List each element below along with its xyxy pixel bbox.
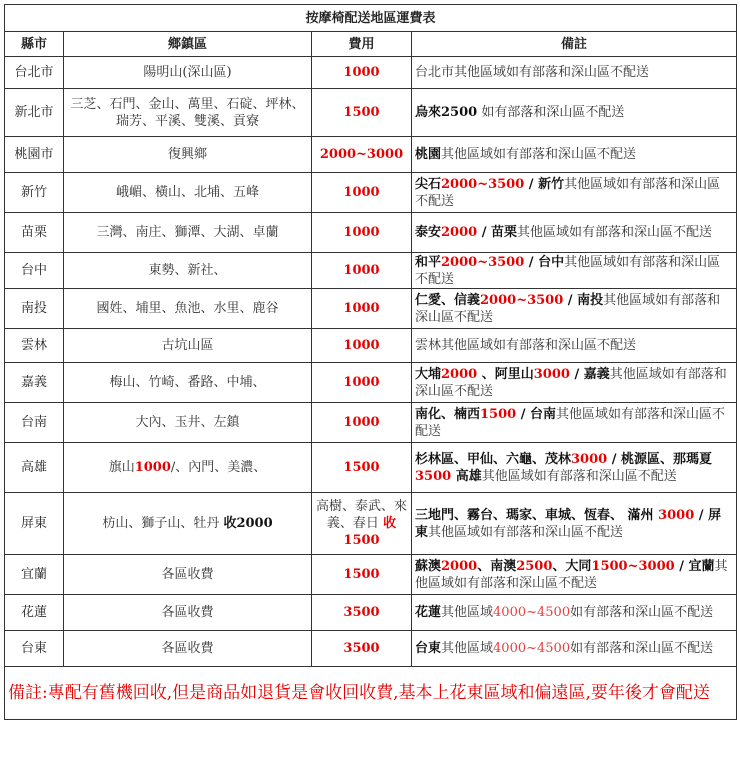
header-note: 備註 xyxy=(412,32,737,57)
text-segment: 如有部落和深山區不配送 xyxy=(570,605,714,620)
text-segment: 阿里山 xyxy=(494,366,534,382)
note-cell xyxy=(412,253,737,289)
table-row xyxy=(5,57,737,89)
text-segment: / xyxy=(563,292,578,308)
text-segment: 1500~3000 xyxy=(591,558,675,574)
text-segment: 2000~3500 xyxy=(441,176,525,192)
fee-cell: 1000 xyxy=(312,289,412,329)
text-segment: 4000~4500 xyxy=(493,641,571,656)
town-cell xyxy=(64,493,312,555)
text-segment: 、大同 xyxy=(552,558,592,574)
text-segment: /、內門、美濃、 xyxy=(170,460,267,475)
town-cell: 梅山、竹崎、番路、中埔、 xyxy=(64,363,312,403)
note-cell xyxy=(412,89,737,137)
note-cell xyxy=(412,493,737,555)
text-segment: 仁愛、信義 xyxy=(415,292,481,308)
text-segment: 和平 xyxy=(415,254,442,270)
town-cell: 東勢、新社、 xyxy=(64,253,312,289)
fee-cell: 3500 xyxy=(312,595,412,631)
table-body xyxy=(5,57,737,667)
county-cell: 高雄 xyxy=(5,443,64,493)
text-segment: 2000~3500 xyxy=(441,254,525,270)
text-segment: 其他區域 xyxy=(441,641,494,656)
table-row xyxy=(5,403,737,443)
text-segment: 南化、楠西 xyxy=(415,406,481,422)
table-row xyxy=(5,363,737,403)
table-row xyxy=(5,631,737,667)
county-cell: 台北市 xyxy=(5,57,64,89)
table-row xyxy=(5,555,737,595)
note-cell xyxy=(412,213,737,253)
text-segment: / xyxy=(694,507,709,523)
county-cell: 雲林 xyxy=(5,329,64,363)
text-segment: 台中 xyxy=(538,254,565,270)
table-row xyxy=(5,213,737,253)
text-segment: 其他區域如有部落和深山區不配送 xyxy=(415,558,728,591)
text-segment: 2000 xyxy=(441,366,478,382)
text-segment: 其他區域 xyxy=(441,605,494,620)
text-segment: 桃園 xyxy=(415,147,442,162)
text-segment: 3000 xyxy=(533,366,570,382)
town-cell: 三灣、南庄、獅潭、大湖、卓蘭 xyxy=(64,213,312,253)
text-segment: 杉林區、甲仙、六龜、茂林 xyxy=(415,451,572,467)
text-segment: 南投 xyxy=(577,292,604,308)
text-segment: 2000 xyxy=(441,558,478,574)
town-cell: 各區收費 xyxy=(64,595,312,631)
text-segment: 其他區域如有部落和深山區不配送 xyxy=(415,254,721,287)
county-cell: 嘉義 xyxy=(5,363,64,403)
table-title: 按摩椅配送地區運費表 xyxy=(5,5,737,32)
text-segment: 台南 xyxy=(530,406,557,422)
text-segment: 泰安 xyxy=(415,225,442,240)
text-segment: 其他區域如有部落和深山區不配送 xyxy=(481,468,677,484)
text-segment: 2000~3500 xyxy=(480,292,564,308)
town-cell: 峨嵋、橫山、北埔、五峰 xyxy=(64,173,312,213)
note-cell xyxy=(412,329,737,363)
text-segment: 三地門、霧台、瑪家、車城、恆春、 滿州 xyxy=(415,507,659,523)
text-segment: 如有部落和深山區不配送 xyxy=(570,641,714,656)
table-row xyxy=(5,89,737,137)
town-cell: 國姓、埔里、魚池、水里、鹿谷 xyxy=(64,289,312,329)
fee-cell: 1000 xyxy=(312,173,412,213)
text-segment: / xyxy=(524,176,539,192)
text-segment: 花蓮 xyxy=(415,605,442,620)
text-segment: 3500 xyxy=(415,468,452,484)
town-cell: 大內、玉井、左鎮 xyxy=(64,403,312,443)
town-cell: 復興鄉 xyxy=(64,137,312,173)
fee-cell: 1000 xyxy=(312,213,412,253)
town-cell: 各區收費 xyxy=(64,555,312,595)
county-cell: 新北市 xyxy=(5,89,64,137)
county-cell: 桃園市 xyxy=(5,137,64,173)
header-county: 縣市 xyxy=(5,32,64,57)
text-segment: 4000~4500 xyxy=(493,605,571,620)
text-segment: 其他區域如有部落和深山區不配送 xyxy=(415,406,726,439)
county-cell: 苗栗 xyxy=(5,213,64,253)
text-segment: / xyxy=(524,254,539,270)
text-segment: 台東 xyxy=(415,641,442,656)
fee-cell: 1500 xyxy=(312,89,412,137)
text-segment: / xyxy=(607,451,622,467)
note-cell xyxy=(412,595,737,631)
town-cell: 三芝、石門、金山、萬里、石碇、坪林、瑞芳、平溪、雙溪、貢寮 xyxy=(64,89,312,137)
note-cell xyxy=(412,555,737,595)
town-cell: 古坑山區 xyxy=(64,329,312,363)
text-segment: 其他區域如有部落和深山區不配送 xyxy=(415,366,727,399)
text-segment: 其他區域如有部落和深山區不配送 xyxy=(415,176,721,209)
table-row xyxy=(5,443,737,493)
table-row xyxy=(5,329,737,363)
text-segment: 屏東 xyxy=(415,507,722,540)
text-segment: / xyxy=(674,558,689,574)
header-fee: 費用 xyxy=(312,32,412,57)
text-segment: 尖石 xyxy=(415,176,442,192)
note-cell xyxy=(412,57,737,89)
fee-cell: 3500 xyxy=(312,631,412,667)
text-segment: 2000 xyxy=(441,225,478,240)
shipping-fee-table xyxy=(4,4,737,720)
county-cell: 新竹 xyxy=(5,173,64,213)
note-cell xyxy=(412,137,737,173)
text-segment: / xyxy=(569,366,584,382)
text-segment: 收2000 xyxy=(223,516,273,531)
text-segment: 2500 xyxy=(516,558,553,574)
fee-cell: 2000~3000 xyxy=(312,137,412,173)
text-segment: 其他區域如有部落和深山區不配送 xyxy=(415,292,721,325)
text-segment: 旗山 xyxy=(108,460,135,475)
text-segment: 嘉義 xyxy=(583,366,610,382)
fee-cell: 1500 xyxy=(312,443,412,493)
text-segment: 桃源區、那瑪夏 xyxy=(621,451,713,467)
note-cell xyxy=(412,289,737,329)
county-cell: 宜蘭 xyxy=(5,555,64,595)
town-cell xyxy=(64,443,312,493)
fee-cell: 1000 xyxy=(312,403,412,443)
note-cell xyxy=(412,403,737,443)
text-segment: 其他區域如有部落和深山區不配送 xyxy=(517,225,713,240)
note-cell xyxy=(412,443,737,493)
fee-cell: 1000 xyxy=(312,253,412,289)
text-segment: 雲林其他區域如有部落和深山區不配送 xyxy=(415,338,637,353)
text-segment: 、 xyxy=(477,366,495,382)
county-cell: 台東 xyxy=(5,631,64,667)
county-cell: 南投 xyxy=(5,289,64,329)
town-cell: 陽明山(深山區) xyxy=(64,57,312,89)
text-segment: 其他區域如有部落和深山區不配送 xyxy=(441,147,637,162)
fee-cell: 1000 xyxy=(312,329,412,363)
text-segment: 3000 xyxy=(658,507,695,523)
text-segment: 宜蘭 xyxy=(688,558,715,574)
county-cell: 台南 xyxy=(5,403,64,443)
text-segment: 1500 xyxy=(480,406,517,422)
text-segment: 大埔 xyxy=(415,366,442,382)
fee-cell: 1000 xyxy=(312,57,412,89)
county-cell: 台中 xyxy=(5,253,64,289)
fee-cell: 1000 xyxy=(312,363,412,403)
note-cell xyxy=(412,363,737,403)
text-segment: 如有部落和深山區不配送 xyxy=(477,105,625,120)
text-segment: 3000 xyxy=(571,451,608,467)
text-segment: / xyxy=(516,406,531,422)
text-segment: / xyxy=(477,225,492,240)
table-row xyxy=(5,289,737,329)
fee-cell xyxy=(312,493,412,555)
fee-cell: 1500 xyxy=(312,555,412,595)
text-segment: 台北市其他區域如有部落和深山區不配送 xyxy=(415,65,650,80)
note-cell xyxy=(412,631,737,667)
text-segment: 1000 xyxy=(134,460,171,475)
table-row xyxy=(5,253,737,289)
text-segment: 苗栗 xyxy=(491,225,518,240)
note-cell xyxy=(412,173,737,213)
text-segment: 其他區域如有部落和深山區不配送 xyxy=(428,524,624,540)
county-cell: 屏東 xyxy=(5,493,64,555)
text-segment: 高樹、泰武、來義、春日 xyxy=(316,499,408,531)
table-row xyxy=(5,173,737,213)
town-cell: 各區收費 xyxy=(64,631,312,667)
footer-note: 備註:專配有舊機回收,但是商品如退貨是會收回收費,基本上花東區域和偏遠區,要年後才會配送 xyxy=(5,667,737,720)
text-segment: 新竹 xyxy=(538,176,565,192)
table-row xyxy=(5,595,737,631)
text-segment: 收1500 xyxy=(343,516,397,548)
text-segment: 烏來2500 xyxy=(415,105,478,120)
text-segment: 、南澳 xyxy=(477,558,517,574)
table-row xyxy=(5,493,737,555)
text-segment: 枋山、獅子山、牡丹 xyxy=(102,516,224,531)
text-segment: 蘇澳 xyxy=(415,558,442,574)
header-town: 鄉鎮區 xyxy=(64,32,312,57)
text-segment: 高雄 xyxy=(455,468,482,484)
table-row xyxy=(5,137,737,173)
county-cell: 花蓮 xyxy=(5,595,64,631)
